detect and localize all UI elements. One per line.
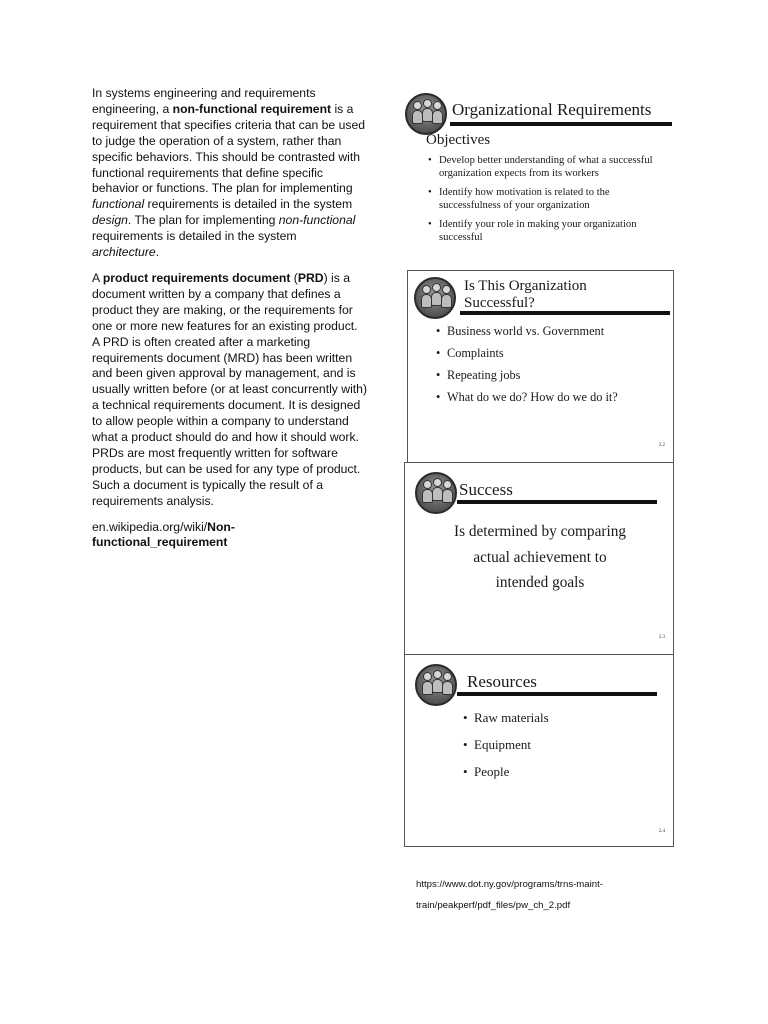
paragraph-prd: A product requirements document (PRD) is a document written by a company that defines a product they are making, or the requirements for one or more new features for an existing product. A PRD is often created after a marketing requirements document (MRD) has been written and been given approval by management, and is usually written before (or at least concurrently with) a technical requirements document. It is designed to allow people within a company to understand what a product should do and how it should work. PRDs are most frequently written for software products, but can be used for any type of product. Such a document is typically the result of a requirements analysis.	[92, 270, 368, 508]
slide-title: Is This Organization Successful?	[464, 278, 587, 311]
article-text	[92, 86, 367, 561]
slide-subtitle: Objectives	[426, 132, 491, 148]
workers-logo-icon	[405, 93, 447, 135]
slide-title: Resources	[467, 672, 537, 691]
objectives-list	[428, 155, 663, 252]
workers-logo-icon	[415, 472, 457, 514]
list-item: • Identify your role in making your organization successful	[428, 219, 663, 244]
list-item: • Equipment	[463, 737, 549, 752]
source-link[interactable]: en.wikipedia.org/wiki/Non-functional_requirement	[92, 519, 235, 550]
list-item: • People	[463, 764, 549, 779]
slide-title: Organizational Requirements	[452, 100, 652, 119]
list-item: • Identify how motivation is related to the successfulness of your organization	[428, 187, 663, 212]
question-list	[436, 324, 618, 412]
term-nonfunctional: non-functional requirement	[172, 101, 332, 116]
title-underline	[457, 692, 657, 696]
success-definition: Is determined by comparing actual achievement to intended goals	[453, 523, 627, 592]
slide-page-number: 2.4	[658, 829, 665, 834]
paragraph-nonfunctional: In systems engineering and requirements engineering, a non-functional requirement is a requirement that specifies criteria that can be used to judge the operation of a system, rather than specific behaviors. This should be contrasted with functional requirements that define specific behavior or functions. The plan for implementing functional requirements is detailed in the system design. The plan for implementing non-functional requirements is detailed in the system architecture.	[92, 86, 366, 260]
resources-list	[463, 710, 549, 791]
slide-success	[404, 462, 674, 655]
slide-page-number: 2.3	[658, 635, 665, 640]
workers-logo-icon	[414, 277, 456, 319]
slide-organizational-requirements	[398, 85, 688, 263]
list-item: • Business world vs. Government	[436, 324, 618, 339]
slide-is-organization-successful	[407, 270, 674, 463]
term-prd: product requirements document	[102, 270, 291, 285]
slide-page-number: 2.2	[658, 443, 665, 448]
slide-title: Success	[459, 480, 513, 499]
workers-logo-icon	[415, 664, 457, 706]
title-underline	[457, 500, 657, 504]
list-item: • Complaints	[436, 346, 618, 361]
reference-url[interactable]: https://www.dot.ny.gov/programs/trns-maint- train/peakperf/pdf_files/pw_ch_2.pdf	[416, 879, 603, 911]
list-item: • Repeating jobs	[436, 368, 618, 383]
list-item: • Raw materials	[463, 710, 549, 725]
slide-resources	[404, 654, 674, 847]
title-underline	[460, 311, 670, 315]
title-underline	[450, 122, 672, 126]
list-item: • Develop better understanding of what a successful organization expects from its workers	[428, 155, 663, 180]
list-item: • What do we do? How do we do it?	[436, 390, 618, 405]
